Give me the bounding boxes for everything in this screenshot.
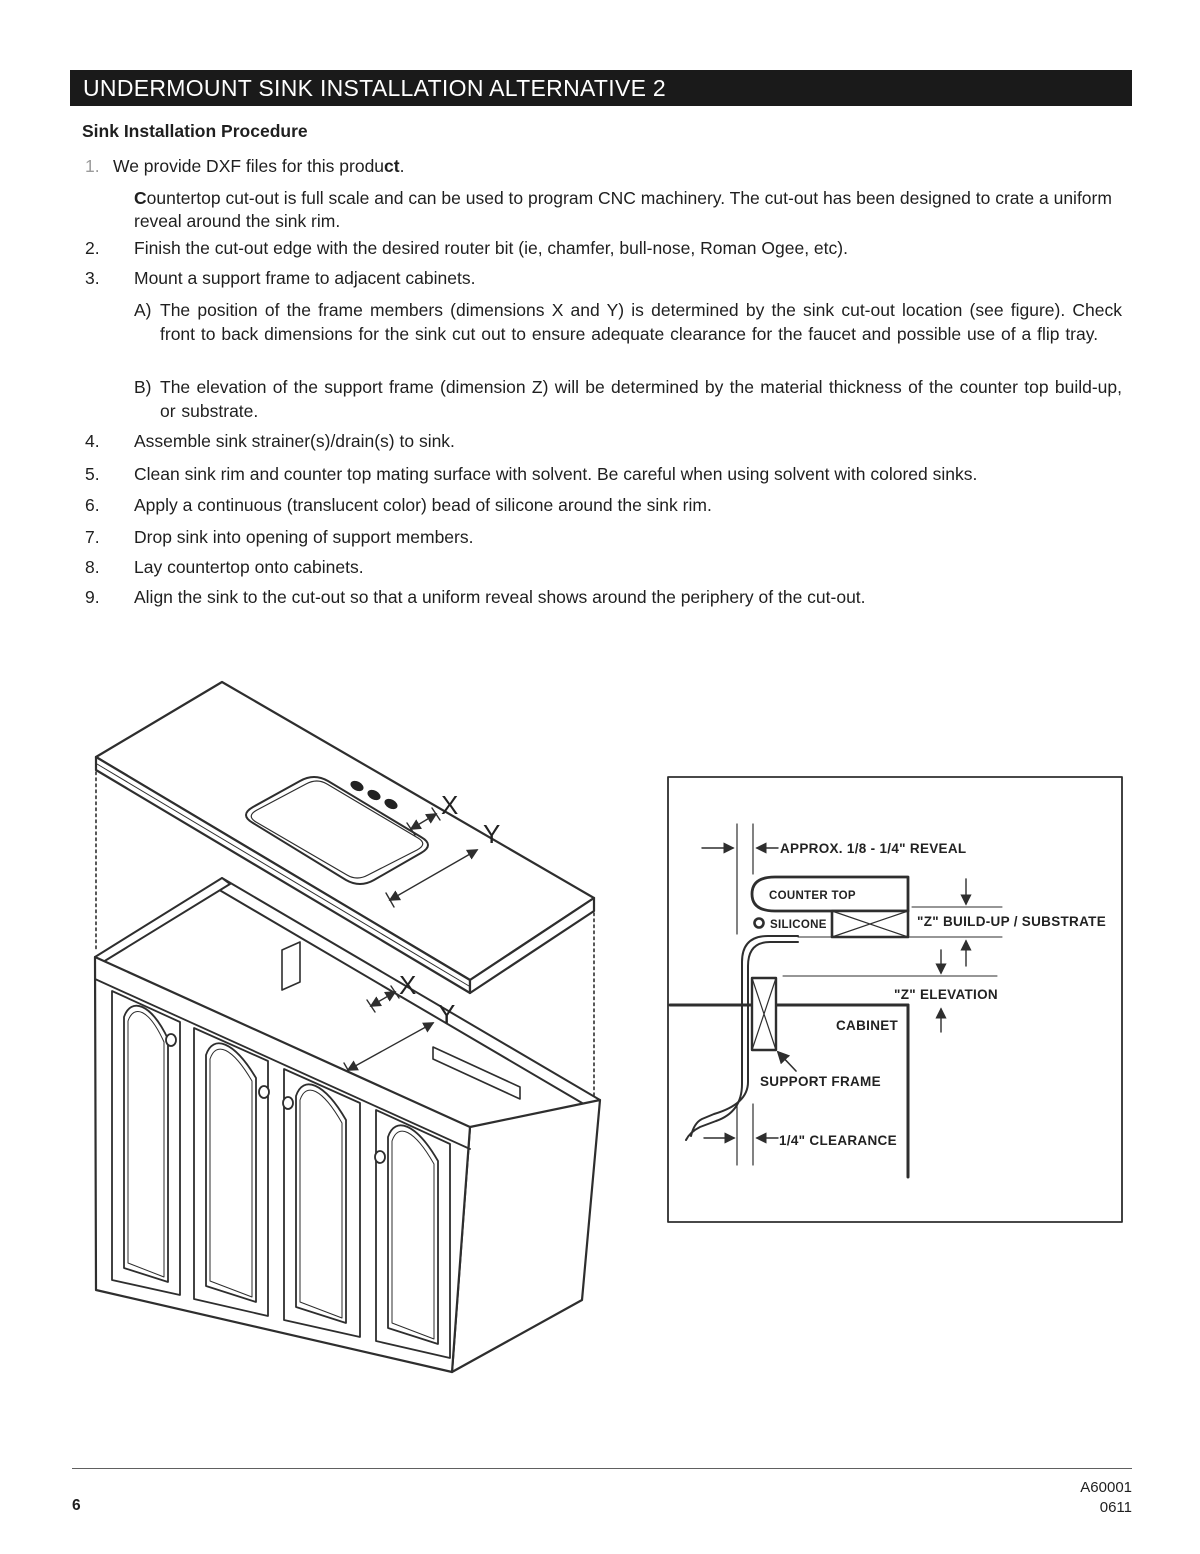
step-number: 7. — [85, 527, 100, 547]
procedure-step-5 — [85, 463, 1122, 486]
dim-label-x-countertop: X — [441, 790, 459, 820]
footer-doc-code: A60001 — [1080, 1479, 1132, 1496]
step-number: 1. — [85, 156, 100, 176]
procedure-note — [85, 187, 1122, 232]
label-counter-top: COUNTER TOP — [769, 890, 856, 902]
note-rest: ountertop cut-out is full scale and can be used to program CNC machinery. The cut-out has been designed to crate a uniform reveal around the sink rim. — [134, 188, 1112, 231]
step-text-post: . — [399, 156, 405, 176]
step-text: Clean sink rim and counter top mating surface with solvent. Be careful when using solvent with colored sinks. — [134, 464, 978, 484]
step-text: Apply a continuous (translucent color) bead of silicone around the sink rim. — [134, 495, 712, 515]
note-lead: C — [134, 188, 147, 208]
footer-revision: 0611 — [1099, 1499, 1132, 1516]
installation-figure — [0, 640, 1200, 1440]
label-clearance: 1/4" CLEARANCE — [779, 1133, 897, 1148]
label-silicone: SILICONE — [770, 919, 827, 931]
step-text: Drop sink into opening of support members. — [134, 527, 474, 547]
step-text: The position of the frame members (dimensions X and Y) is determined by the sink cut-out location (see figure). Check front to back dimensions for the sink cut out to ensure adequate clearance for the faucet and possible use of a flip tray. — [160, 300, 1122, 344]
procedure-step-3 — [85, 267, 1122, 290]
procedure-step-3a — [85, 299, 1122, 346]
step-text: Lay countertop onto cabinets. — [134, 557, 364, 577]
step-number: 6. — [85, 495, 100, 515]
step-number: 2. — [85, 238, 100, 258]
procedure-step-6 — [85, 494, 1122, 517]
step-text: Mount a support frame to adjacent cabinets. — [134, 268, 476, 288]
step-text-bold: ct — [384, 156, 400, 176]
step-text: Assemble sink strainer(s)/drain(s) to sink. — [134, 431, 455, 451]
step-number: B) — [134, 377, 152, 397]
step-text: The elevation of the support frame (dimension Z) will be determined by the material thickness of the counter top build-up, or substrate. — [160, 377, 1122, 421]
label-reveal: APPROX. 1/8 - 1/4" REVEAL — [780, 841, 967, 856]
footer-page-number: 6 — [72, 1497, 81, 1514]
procedure-step-3b — [85, 376, 1122, 423]
step-number: A) — [134, 300, 152, 320]
step-number: 9. — [85, 587, 100, 607]
step-number: 3. — [85, 268, 100, 288]
procedure-step-7 — [85, 526, 1122, 549]
procedure-step-8 — [85, 556, 1122, 579]
label-support-frame: SUPPORT FRAME — [760, 1074, 881, 1089]
dim-label-x-cabinet: X — [399, 970, 417, 1000]
procedure-step-2 — [85, 237, 1122, 260]
procedure-step-1 — [85, 155, 1122, 178]
procedure-step-4 — [85, 430, 1122, 453]
dim-label-y-cabinet: Y — [438, 999, 456, 1029]
dim-label-y-countertop: Y — [483, 819, 501, 849]
procedure-heading: Sink Installation Procedure — [82, 121, 308, 141]
step-text-pre: We provide DXF files for this produ — [113, 156, 385, 176]
note-text — [134, 187, 1122, 232]
label-elevation: "Z" ELEVATION — [894, 987, 998, 1002]
step-text: Align the sink to the cut-out so that a uniform reveal shows around the periphery of the cut-out. — [134, 587, 866, 607]
label-cabinet: CABINET — [836, 1018, 899, 1033]
step-text — [113, 155, 1122, 178]
step-text: Finish the cut-out edge with the desired router bit (ie, chamfer, bull-nose, Roman Ogee, etc). — [134, 238, 848, 258]
procedure-step-9 — [85, 586, 1122, 609]
label-buildup: "Z" BUILD-UP / SUBSTRATE — [917, 914, 1107, 929]
step-number: 8. — [85, 557, 100, 577]
footer-divider — [72, 1468, 1132, 1469]
section-title-bar: UNDERMOUNT SINK INSTALLATION ALTERNATIVE 2 — [70, 70, 1132, 106]
step-number: 4. — [85, 431, 100, 451]
step-number: 5. — [85, 464, 100, 484]
